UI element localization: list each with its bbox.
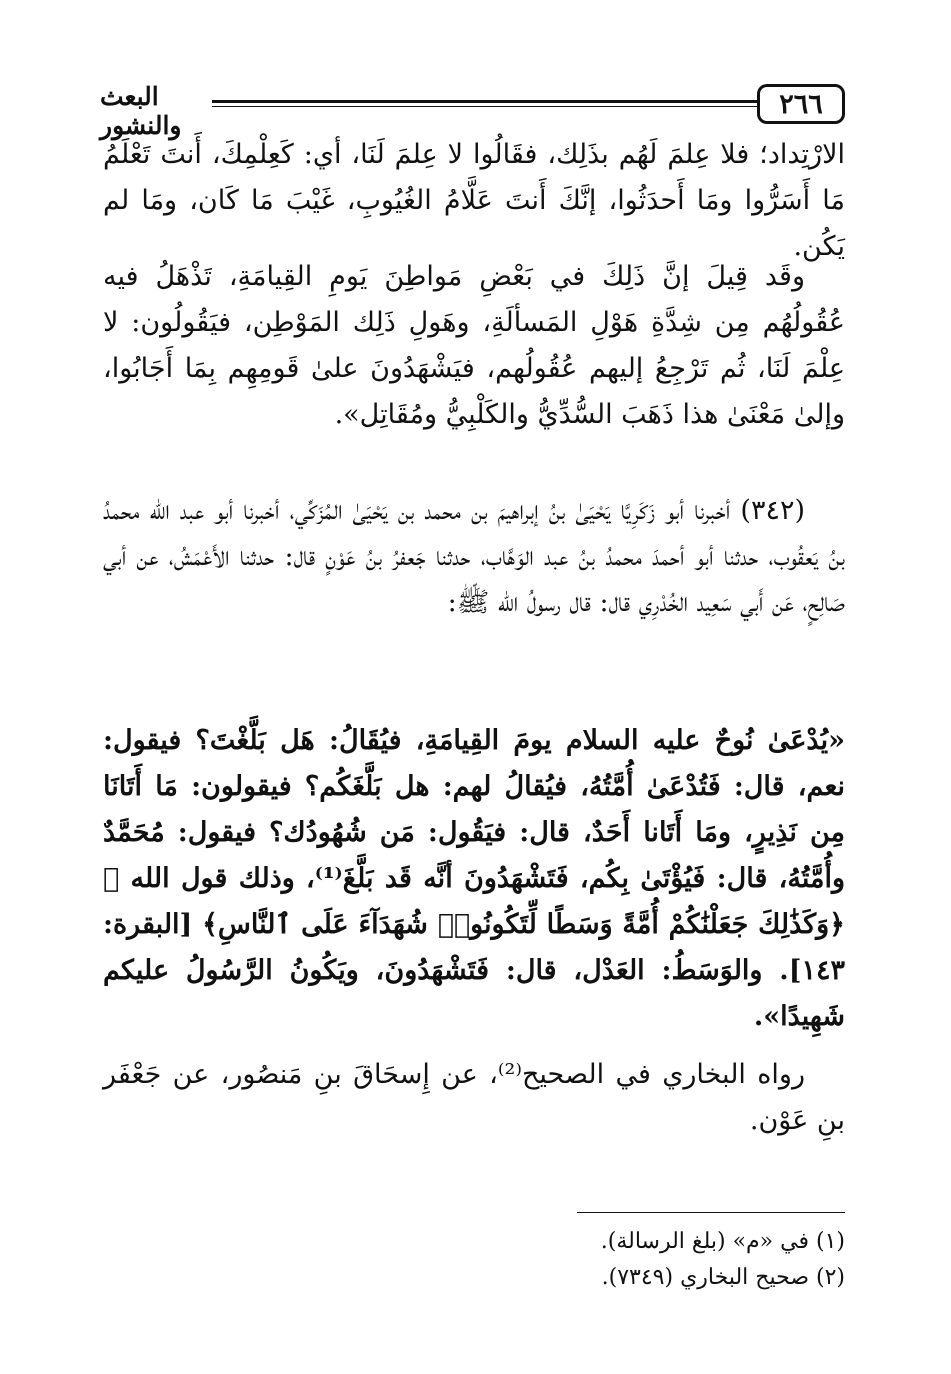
footnote-separator: [577, 1212, 845, 1213]
paragraph-1: [103, 132, 845, 270]
page-number: ٢٦٦: [757, 84, 845, 124]
paragraph-text: الارْتِداد؛ فلا عِلمَ لَهُم بذَلِك، فقَالُوا لا عِلمَ لَنَا، أي: كَعِلْمِكَ، أَنتَ تَعْلَمُ مَا أَسَرُّوا ومَا أَحدَثُوا، إنَّكَ أَنتَ عَلَّامُ الغُيُوبِ، غَيْبَ مَا كَان، ومَا لم يَكُن.: [103, 139, 845, 262]
footnote-2: (٢) صحيح البخاري (٧٣٤٩).: [601, 1265, 845, 1290]
paragraph-text: وقَد قِيلَ إنَّ ذَلِكَ في بَعْضِ مَواطِنَ يَومِ القِيامَةِ، تَذْهَلُ فيه عُقُولُهُم مِن شِدَّةِ هَوْلِ المَسألَةِ، وهَولِ ذَلِك المَوْطِن، فيَقُولُون: لا عِلْمَ لَنَا، ثُم تَرْجِعُ إليهم عُقُولُهم، فيَشْهَدُونَ علىٰ قَومِهِم بِمَا أَجَابُوا، وإلىٰ مَعْنَىٰ هذا ذَهَبَ السُّدِّيُّ والكَلْبِيُّ ومُقَاتِل».: [103, 261, 845, 430]
paragraph-isnad: [103, 488, 845, 626]
footnote-1: (١) في «م» (بلغ الرسالة).: [600, 1229, 845, 1254]
paragraph-hadith: [103, 718, 845, 1040]
paragraph-text: «يُدْعَىٰ نُوحٌ عليه السلام يومَ القِيامَةِ، فيُقَالُ: هَل بَلَّغْتَ؟ فيقول: نعم، قال: فَتُدْعَىٰ أُمَّتُهُ، فيُقالُ لهم: هل بَلَّغَكُم؟ فيقولون: مَا أَتَانَا مِن نَذِيرٍ، ومَا أَتَانا أَحَدٌ، قال: فيَقُول: مَن شُهُودُك؟ فيقول: مُحَمَّدٌ وأُمَّتُهُ، قال: فَيُؤْتَىٰ بِكُم، فَتَشْهَدُونَ أنَّه قَد بَلَّغَ⁽¹⁾، وذلك قول الله ﷻ ﴿وَكَذَٰلِكَ جَعَلْنَٰكُمْ أُمَّةً وَسَطًا لِّتَكُونُوا۟ شُهَدَآءَ عَلَى ٱلنَّاسِ﴾ [البقرة: ١٤٣]. والوَسَطُ: العَدْل، قال: فَتَشْهَدُونَ، ويَكُونُ الرَّسُولُ عليكم شَهِيدًا».: [103, 725, 845, 1032]
paragraph-2: [103, 254, 845, 438]
paragraph-text: رواه البخاري في الصحيح⁽²⁾، عن إِسحَاقَ بنِ مَنصُور، عن جَعْفَر بنِ عَوْن.: [103, 1059, 845, 1136]
page-header: [100, 80, 845, 140]
footnotes: [103, 1224, 845, 1296]
paragraph-takhrij: [103, 1052, 845, 1144]
paragraph-text: (٣٤٢) أخبرنا أبو زَكَرِيَّا يَحْيَىٰ بنُ إبراهيمَ بن محمد بن يَحْيَىٰ المُزَكِّي، أخبرنا أبو عبد الله محمدُ بنُ يَعقُوب، حدثنا أبو أحمدَ محمدُ بنُ عبد الوَهَّاب، حدثنا جَعفرُ بنُ عَوْنٍ قال: حدثنا الأَعْمَشُ، عن أبي صَالِحٍ، عَن أَبي سَعِيد الخُدْرِي قال: قال رسولُ الله ﷺ:: [103, 495, 845, 618]
book-title: البعث والنشور: [100, 82, 182, 140]
header-rule: [212, 100, 757, 107]
